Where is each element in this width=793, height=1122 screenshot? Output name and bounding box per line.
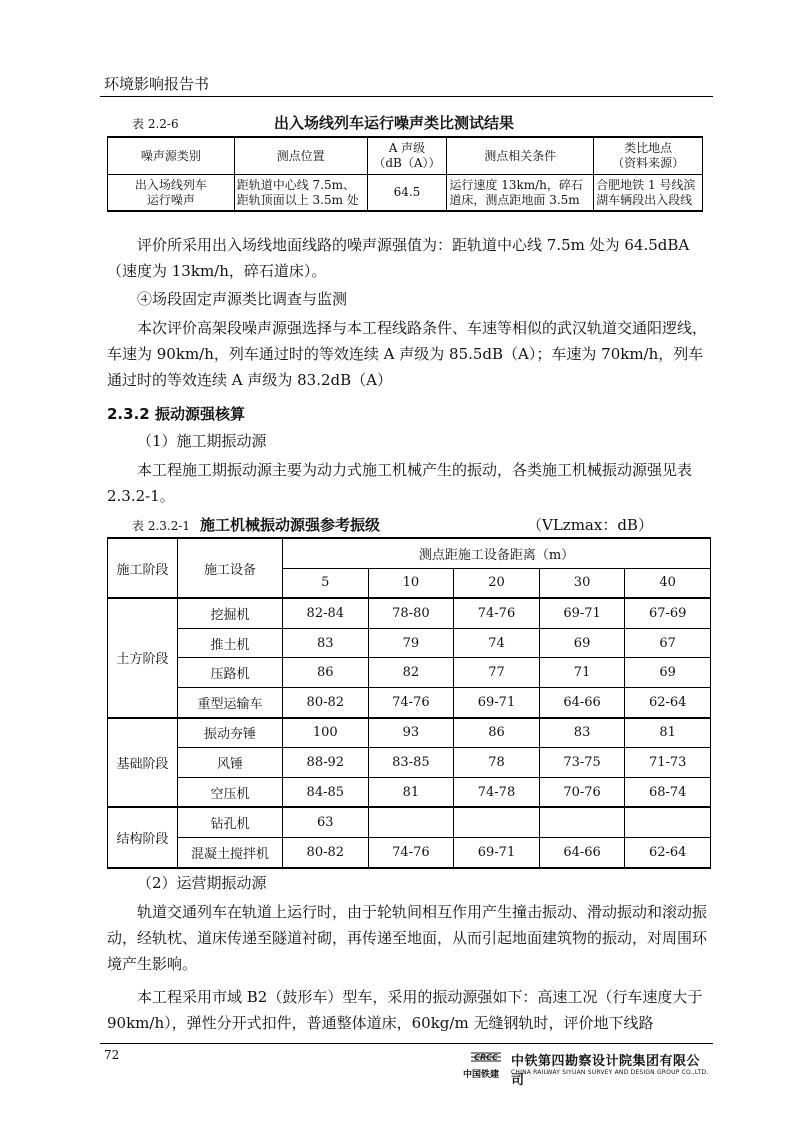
table2-value-cell: 100	[283, 718, 369, 748]
table2-equipment-cell: 振动夯锤	[178, 718, 283, 748]
table1-header-cell: 测点位置	[234, 137, 367, 175]
logo-mark-text: CRCC	[474, 1053, 498, 1062]
header-divider	[100, 96, 713, 97]
table2-value-cell	[539, 807, 625, 837]
table2-header-cell: 施工设备	[178, 538, 283, 598]
table2-value-cell: 77	[454, 658, 540, 688]
table2-value-cell: 68-74	[625, 777, 711, 807]
table2-value-cell: 71	[539, 658, 625, 688]
table2-value-cell: 78	[454, 748, 540, 778]
table2-header-cell: 测点距施工设备距离（m）	[283, 538, 711, 568]
paragraph: 本工程施工期振动源主要为动力式施工机械产生的振动，各类施工机械振动源强见表 2.3.2-1。	[107, 461, 693, 505]
paragraph: ④场段固定声源类比调查与监测	[137, 290, 348, 308]
table1-cell: 距轨道中心线 7.5m、 距轨顶面以上 3.5m 处	[234, 175, 367, 212]
table1-header-cell: A 声级 （dB（A））	[367, 137, 447, 175]
table2-value-cell: 74-76	[368, 687, 454, 717]
table2-stage-cell: 土方阶段	[108, 598, 178, 717]
table2-value-cell: 69-71	[454, 687, 540, 717]
table1-header-cell: 类比地点 （资料来源）	[594, 137, 703, 175]
table2-header-cell: 施工阶段	[108, 538, 178, 598]
table2-caption	[132, 514, 692, 534]
table2-value-cell: 69-71	[454, 837, 540, 867]
section-number: 2.3.2	[107, 405, 150, 423]
table1-row	[108, 175, 703, 212]
company-name-cn: 中铁第四勘察设计院集团有限公司	[511, 1054, 701, 1088]
table2-value-cell: 62-64	[625, 837, 711, 867]
table2-equipment-cell: 重型运输车	[178, 687, 283, 717]
table2-equipment-cell: 钻孔机	[178, 807, 283, 837]
table1-cell: 64.5	[367, 175, 447, 212]
section-title: 振动源强核算	[155, 405, 246, 423]
table2-distance-cell: 30	[539, 568, 625, 598]
table2-value-cell: 81	[625, 718, 711, 748]
table2-value-cell: 74-76	[454, 598, 540, 628]
table2-value-cell: 69	[625, 658, 711, 688]
table2-stage-cell: 结构阶段	[108, 807, 178, 867]
paragraph: 本工程采用市域 B2（鼓形车）型车，采用的振动源强如下：高速工况（行车速度大于 90km/h），弹性分开式扣件，普通整体道床，60kg/m 无缝钢轨时，评价地下线路	[107, 988, 703, 1032]
paragraph: 本次评价高架段噪声源强选择与本工程线路条件、车速等相似的武汉轨道交通阳逻线，车速为 90km/h，列车通过时的等效连续 A 声级为 85.5dB（A）；车速为 70km/h，列车通过时的等效连续 A 声级为 83.2dB（A）	[107, 319, 708, 389]
table2-row	[108, 777, 711, 807]
table2-value-cell: 63	[283, 807, 369, 837]
crcc-logo-icon	[469, 1050, 503, 1064]
table2-value-cell: 64-66	[539, 837, 625, 867]
table2-distance-cell: 20	[454, 568, 540, 598]
table2-distance-cell: 10	[368, 568, 454, 598]
table1-header-cell: 噪声源类别	[108, 137, 235, 175]
table2-value-cell	[454, 807, 540, 837]
table1-cell: 运行速度 13km/h，碎石 道床，测点距地面 3.5m	[447, 175, 594, 212]
table2-value-cell: 67	[625, 628, 711, 658]
table1-cell: 出入场线列车 运行噪声	[108, 175, 235, 212]
table2-value-cell: 82-84	[283, 598, 369, 628]
table2-stage-cell: 基础阶段	[108, 718, 178, 808]
table1-caption	[132, 112, 692, 132]
table2-value-cell: 86	[454, 718, 540, 748]
table2-value-cell: 81	[368, 777, 454, 807]
table2-value-cell: 78-80	[368, 598, 454, 628]
table2-value-cell: 83-85	[368, 748, 454, 778]
paragraph: 轨道交通列车在轨道上运行时，由于轮轨间相互作用产生撞击振动、滑动振动和滚动振动，经轨枕、道床传递至隧道衬砌，再传递至地面，从而引起地面建筑物的振动，对周围环境产生影响。	[107, 903, 708, 973]
table2-value-cell: 69-71	[539, 598, 625, 628]
table2-header-row	[108, 538, 711, 568]
table2-value-cell: 70-76	[539, 777, 625, 807]
table2-value-cell	[368, 807, 454, 837]
table2-value-cell	[625, 807, 711, 837]
table2-value-cell: 84-85	[283, 777, 369, 807]
table2-equipment-cell: 混凝土搅拌机	[178, 837, 283, 867]
table2-row	[108, 628, 711, 658]
table2-title: 施工机械振动源强参考振级	[200, 516, 381, 534]
table2-value-cell: 69	[539, 628, 625, 658]
paragraph: （2）运营期振动源	[137, 874, 267, 892]
table2-row	[108, 687, 711, 717]
table2-value-cell: 74	[454, 628, 540, 658]
table2-value-cell: 71-73	[625, 748, 711, 778]
table2-value-cell: 74-78	[454, 777, 540, 807]
table1-cell: 合肥地铁 1 号线滨 湖车辆段出入段线	[594, 175, 703, 212]
noise-test-table	[107, 136, 703, 212]
company-logo	[463, 1050, 713, 1088]
table2-row	[108, 807, 711, 837]
table2-value-cell: 62-64	[625, 687, 711, 717]
table2-row	[108, 658, 711, 688]
table2-equipment-cell: 压路机	[178, 658, 283, 688]
table2-number: 表 2.3.2-1	[132, 519, 191, 533]
table1-header-row	[108, 137, 703, 175]
table2-equipment-cell: 空压机	[178, 777, 283, 807]
vibration-table	[107, 537, 711, 869]
table2-value-cell: 79	[368, 628, 454, 658]
table2-equipment-cell: 推土机	[178, 628, 283, 658]
table2-value-cell: 64-66	[539, 687, 625, 717]
table2-value-cell: 83	[283, 628, 369, 658]
table2-row	[108, 837, 711, 867]
page-header-title: 环境影响报告书	[104, 75, 210, 93]
table1-header-cell: 测点相关条件	[447, 137, 594, 175]
section-heading	[107, 403, 245, 424]
table2-value-cell: 73-75	[539, 748, 625, 778]
table2-value-cell: 74-76	[368, 837, 454, 867]
table2-row	[108, 598, 711, 628]
table2-value-cell: 93	[368, 718, 454, 748]
paragraph: 评价所采用出入场线地面线路的噪声源强值为：距轨道中心线 7.5m 处为 64.5dBA（速度为 13km/h，碎石道床）。	[107, 236, 690, 280]
footer-divider	[100, 1043, 713, 1044]
table2-value-cell: 82	[368, 658, 454, 688]
table2-value-cell: 86	[283, 658, 369, 688]
page-number: 72	[104, 1048, 120, 1062]
table2-value-cell: 67-69	[625, 598, 711, 628]
table2-row	[108, 748, 711, 778]
table2-value-cell: 80-82	[283, 687, 369, 717]
table2-value-cell: 88-92	[283, 748, 369, 778]
table1-number: 表 2.2-6	[132, 117, 179, 131]
table2-distance-cell: 40	[625, 568, 711, 598]
table2-equipment-cell: 风锤	[178, 748, 283, 778]
table2-value-cell: 83	[539, 718, 625, 748]
logo-text: 中国铁建	[463, 1070, 500, 1080]
table2-row	[108, 718, 711, 748]
company-name-en: CHINA RAILWAY SIYUAN SURVEY AND DESIGN GROUP CO.,LTD.	[511, 1069, 709, 1076]
paragraph: （1）施工期振动源	[137, 432, 267, 450]
table2-distance-cell: 5	[283, 568, 369, 598]
table1-title: 出入场线列车运行噪声类比测试结果	[274, 114, 515, 132]
table2-unit: （VLzmax：dB）	[527, 516, 653, 534]
table2-equipment-cell: 挖掘机	[178, 598, 283, 628]
table2-value-cell: 80-82	[283, 837, 369, 867]
